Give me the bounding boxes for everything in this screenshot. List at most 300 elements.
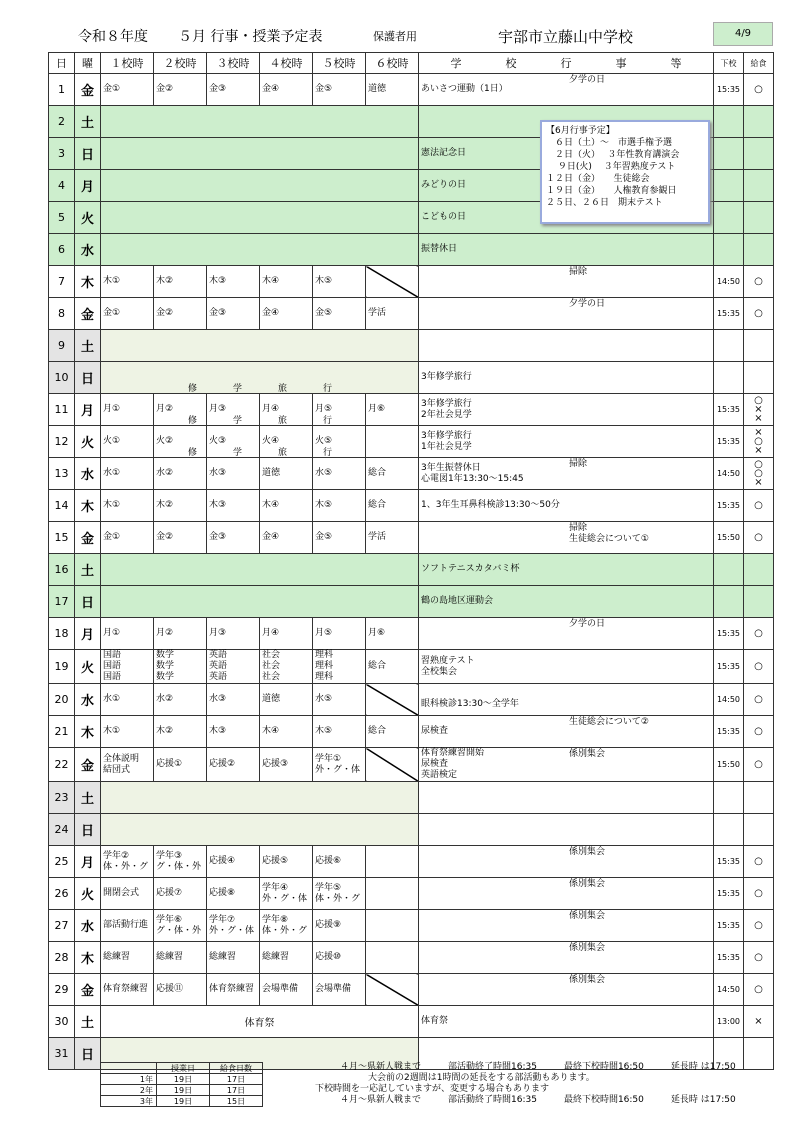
period-text: 金⑤ <box>315 84 333 94</box>
dismissal-time <box>714 782 744 814</box>
period-line: 学年⑥ <box>156 914 183 925</box>
period-text: 月⑥ <box>368 404 386 414</box>
period-text: 月⑤ <box>315 628 333 638</box>
dismissal-time: 15:35 <box>714 650 744 684</box>
event-text: 振替休日 <box>421 244 458 254</box>
day-number: 25 <box>49 846 75 878</box>
period-text: 総練習 <box>209 952 237 962</box>
period-cell <box>366 684 419 716</box>
lunch-mark: ○ <box>754 856 763 867</box>
audience-label: 保護者用 <box>373 30 417 43</box>
period-text: 月① <box>103 404 121 414</box>
events-cell <box>419 586 714 618</box>
events-cell <box>419 618 714 650</box>
period-cell <box>313 618 366 650</box>
day-number: 15 <box>49 522 75 554</box>
period-cell <box>260 942 313 974</box>
period-line: 理科 <box>315 661 334 671</box>
period-line: 体・外・グ <box>262 925 308 936</box>
table-row <box>49 684 774 716</box>
lunch-mark: ○ <box>754 500 763 511</box>
period-cell <box>207 748 260 782</box>
period-cell <box>366 846 419 878</box>
period-text: 木① <box>103 726 121 736</box>
period-text: 開閉会式 <box>103 888 140 898</box>
period-cell <box>260 684 313 716</box>
day-number: 8 <box>49 298 75 330</box>
lunch-mark: ○ <box>754 920 763 931</box>
event-text: あいさつ運動（1日） <box>421 84 508 94</box>
table-row <box>49 974 774 1006</box>
col-dismissal: 下校 <box>714 53 744 74</box>
event-text-secondary: 掃除 <box>569 459 588 469</box>
period-text: 金③ <box>209 308 227 318</box>
weekday: 水 <box>75 458 101 490</box>
period-cell <box>313 458 366 490</box>
period-text: 総合 <box>368 726 387 736</box>
dismissal-time: 14:50 <box>714 458 744 490</box>
lunch-cell <box>744 426 774 458</box>
lunch-cell <box>744 782 774 814</box>
period-cell <box>207 74 260 106</box>
period-text: 水① <box>103 694 121 704</box>
period-cell <box>154 458 207 490</box>
period-text: 月④ <box>262 628 280 638</box>
event-text: 全校集会 <box>421 666 458 677</box>
day-number: 5 <box>49 202 75 234</box>
period-cell <box>101 618 154 650</box>
table-row <box>49 554 774 586</box>
period-line: 学年③ <box>156 850 183 861</box>
weekday: 木 <box>75 942 101 974</box>
day-number: 1 <box>49 74 75 106</box>
day-number: 18 <box>49 618 75 650</box>
day-number: 2 <box>49 106 75 138</box>
lunch-cell <box>744 716 774 748</box>
period-text: 会場準備 <box>315 984 352 994</box>
events-cell <box>419 748 714 782</box>
dismissal-time: 14:50 <box>714 266 744 298</box>
event-text: 3年修学旅行 <box>421 430 472 441</box>
no-class-cell <box>101 170 419 202</box>
period-text: 木② <box>156 500 174 510</box>
period-text: 道徳 <box>262 694 281 704</box>
events-cell <box>419 942 714 974</box>
events-cell <box>419 522 714 554</box>
period-cell <box>366 298 419 330</box>
trip-overline: 修 学 旅 行 <box>187 416 332 426</box>
weekday: 水 <box>75 910 101 942</box>
event-text: 2年社会見学 <box>421 409 472 420</box>
table-row <box>49 942 774 974</box>
dismissal-time: 15:35 <box>714 74 744 106</box>
event-text: 心電図1年13:30～15:45 <box>421 473 524 484</box>
period-text: 金① <box>103 532 121 542</box>
weekday: 金 <box>75 974 101 1006</box>
events-cell <box>419 650 714 684</box>
lunch-cell <box>744 910 774 942</box>
lunch-cell <box>744 974 774 1006</box>
lunch-cell <box>744 74 774 106</box>
next-month-line: ２日（火） ３年性教育講演会 <box>546 150 680 160</box>
weekday: 木 <box>75 490 101 522</box>
period-cell <box>154 942 207 974</box>
no-class-cell <box>101 106 419 138</box>
footer-note: ４月～県新人戦まで 部活動終了時間16:35 最終下校時間16:50 延長時 は17:50 <box>340 1062 736 1072</box>
events-cell <box>419 426 714 458</box>
day-number: 7 <box>49 266 75 298</box>
weekday: 火 <box>75 878 101 910</box>
day-number: 17 <box>49 586 75 618</box>
day-number: 6 <box>49 234 75 266</box>
lunch-cell <box>744 362 774 394</box>
period-text: 火⑤ <box>315 436 333 446</box>
next-month-title: 【6月行事予定】 <box>546 126 615 136</box>
period-line: グ・体・外 <box>156 925 202 936</box>
period-text: 応援⑩ <box>315 952 342 962</box>
events-cell <box>419 974 714 1006</box>
period-cell <box>260 748 313 782</box>
period-text: 木② <box>156 276 174 286</box>
period-cell <box>207 266 260 298</box>
lunch-mark: ○ <box>754 84 763 95</box>
period-text: 金③ <box>209 532 227 542</box>
period-cell <box>313 490 366 522</box>
dismissal-time <box>714 170 744 202</box>
weekday: 金 <box>75 522 101 554</box>
event-text: 3年生振替休日 <box>421 462 481 473</box>
footer-note: 大会前の2週間は1時間の延長をする部活動もあります。 <box>368 1073 595 1083</box>
period-text: 月③ <box>209 404 227 414</box>
period-cell <box>366 942 419 974</box>
period-text: 月⑥ <box>368 628 386 638</box>
lunch-cell <box>744 298 774 330</box>
period-line: 体・外・グ <box>103 861 149 872</box>
weekday: 金 <box>75 74 101 106</box>
period-line: 社会 <box>262 661 281 671</box>
events-cell <box>419 298 714 330</box>
period-text: 火③ <box>209 436 227 446</box>
period-line: 理科 <box>315 672 334 682</box>
period-cell <box>366 458 419 490</box>
summary-cell: 19日 <box>157 1096 210 1107</box>
dismissal-time <box>714 554 744 586</box>
weekday: 土 <box>75 554 101 586</box>
day-number: 9 <box>49 330 75 362</box>
events-cell <box>419 266 714 298</box>
event-text: 英語検定 <box>421 770 458 780</box>
lunch-mark: ○ <box>754 726 763 737</box>
no-class-cell <box>101 202 419 234</box>
table-row <box>49 748 774 782</box>
period-cell <box>207 522 260 554</box>
weekday: 日 <box>75 1038 101 1070</box>
period-text: 体育祭練習 <box>103 984 149 994</box>
weekday: 土 <box>75 1006 101 1038</box>
period-text: 金① <box>103 308 121 318</box>
lunch-cell <box>744 394 774 426</box>
day-number: 21 <box>49 716 75 748</box>
period-line: 英語 <box>209 650 228 660</box>
period-text: 応援⑤ <box>262 856 289 866</box>
event-text-secondary: 係別集会 <box>569 911 606 921</box>
col-period-5: ５校時 <box>313 53 366 74</box>
dismissal-time: 15:35 <box>714 910 744 942</box>
lunch-cell <box>744 684 774 716</box>
dismissal-time: 13:00 <box>714 1006 744 1038</box>
event-text: 1、3年生耳鼻科検診13:30～50分 <box>421 500 560 510</box>
summary-cell: 15日 <box>210 1096 263 1107</box>
summary-cell: 19日 <box>157 1074 210 1085</box>
no-class-cell <box>101 782 419 814</box>
table-row <box>49 234 774 266</box>
period-text: 道徳 <box>368 84 387 94</box>
period-cell <box>207 878 260 910</box>
no-class-cell <box>101 330 419 362</box>
event-text: こどもの日 <box>421 212 467 222</box>
period-text: 総練習 <box>156 952 184 962</box>
summary-head <box>101 1063 157 1074</box>
lunch-mark: ○ <box>754 888 763 899</box>
period-cell <box>313 716 366 748</box>
period-text: 総練習 <box>262 952 290 962</box>
period-text: 水② <box>156 694 174 704</box>
period-cell <box>366 974 419 1006</box>
dismissal-time <box>714 202 744 234</box>
period-cell <box>366 266 419 298</box>
events-cell <box>419 878 714 910</box>
school-name: 宇部市立藤山中学校 <box>498 28 634 46</box>
period-cell <box>313 748 366 782</box>
event-text-secondary: 夕学の日 <box>569 619 606 629</box>
event-text: 3年修学旅行 <box>421 372 472 382</box>
period-text: 水① <box>103 468 121 478</box>
period-text: 道徳 <box>262 468 281 478</box>
period-cell <box>154 716 207 748</box>
period-line: 国語 <box>103 661 122 671</box>
period-text: 金② <box>156 532 174 542</box>
no-class-cell <box>101 814 419 846</box>
period-text: 金⑤ <box>315 308 333 318</box>
period-text: 応援⑨ <box>315 920 342 930</box>
lunch-cell <box>744 814 774 846</box>
dismissal-time: 15:35 <box>714 942 744 974</box>
event-text: 習熟度テスト <box>421 655 475 666</box>
period-cell <box>260 458 313 490</box>
no-class-cell <box>101 554 419 586</box>
period-cell <box>260 974 313 1006</box>
events-cell <box>419 782 714 814</box>
period-text: 木⑤ <box>315 500 333 510</box>
lunch-mark: ○ <box>754 436 763 447</box>
period-cell <box>313 878 366 910</box>
period-cell <box>101 878 154 910</box>
period-cell <box>154 74 207 106</box>
period-cell <box>207 490 260 522</box>
weekday: 木 <box>75 716 101 748</box>
table-row <box>49 846 774 878</box>
dismissal-time <box>714 362 744 394</box>
period-line: 数学 <box>156 661 175 671</box>
col-period-1: １校時 <box>101 53 154 74</box>
period-text: 応援⑧ <box>209 888 236 898</box>
col-period-6: ６校時 <box>366 53 419 74</box>
lunch-mark: × <box>754 1016 763 1027</box>
period-cell <box>313 684 366 716</box>
lunch-mark: ○ <box>754 628 763 639</box>
no-class-cell <box>101 138 419 170</box>
period-text: 総合 <box>368 500 387 510</box>
table-row <box>49 74 774 106</box>
period-cell <box>313 522 366 554</box>
period-cell <box>260 298 313 330</box>
event-text: みどりの日 <box>421 180 467 190</box>
period-cell <box>207 716 260 748</box>
period-cell <box>313 942 366 974</box>
period-line: 学年④ <box>262 882 289 893</box>
lunch-cell <box>744 138 774 170</box>
period-cell <box>154 748 207 782</box>
weekday: 月 <box>75 170 101 202</box>
period-line: 学年⑦ <box>209 914 236 925</box>
lunch-cell <box>744 266 774 298</box>
day-number: 3 <box>49 138 75 170</box>
next-month-line: １９日（金） 人権教育参観日 <box>546 186 677 196</box>
period-cell <box>260 910 313 942</box>
period-text: 木① <box>103 276 121 286</box>
events-cell <box>419 814 714 846</box>
period-cell <box>101 846 154 878</box>
events-cell <box>419 330 714 362</box>
day-number: 28 <box>49 942 75 974</box>
period-line: 外・グ・体 <box>315 764 361 775</box>
period-cell <box>260 716 313 748</box>
table-row <box>49 782 774 814</box>
period-text: 応援⑦ <box>156 888 183 898</box>
lunch-mark: × <box>754 427 763 438</box>
event-text-secondary: 係別集会 <box>569 879 606 889</box>
dismissal-time: 15:35 <box>714 846 744 878</box>
events-cell <box>419 910 714 942</box>
event-text: 眼科検診13:30～全学年 <box>421 699 519 709</box>
lunch-cell <box>744 458 774 490</box>
dismissal-time <box>714 586 744 618</box>
period-cell <box>101 266 154 298</box>
period-text: 水② <box>156 468 174 478</box>
period-line: 学年① <box>315 753 342 764</box>
period-cell <box>101 650 154 684</box>
lunch-mark: ○ <box>754 952 763 963</box>
no-class-cell <box>101 234 419 266</box>
table-row <box>49 878 774 910</box>
dismissal-time: 15:35 <box>714 426 744 458</box>
events-cell <box>419 234 714 266</box>
period-cell <box>366 650 419 684</box>
period-text: 学活 <box>368 308 387 318</box>
lunch-cell <box>744 106 774 138</box>
day-number: 26 <box>49 878 75 910</box>
event-text-secondary: 係別集会 <box>569 943 606 953</box>
event-text-secondary: 夕学の日 <box>569 299 606 309</box>
event-text-secondary: 掃除 <box>569 523 588 533</box>
lunch-cell <box>744 878 774 910</box>
dismissal-time: 15:35 <box>714 298 744 330</box>
period-cell <box>313 266 366 298</box>
period-cell <box>154 910 207 942</box>
period-text: 応援① <box>156 759 183 769</box>
period-text: 部活動行進 <box>103 920 149 930</box>
period-cell <box>313 74 366 106</box>
period-text: 月⑤ <box>315 404 333 414</box>
col-day: 日 <box>49 53 75 74</box>
period-line: 全体説明 <box>103 753 140 764</box>
period-line: 外・グ・体 <box>262 893 308 904</box>
period-text: 学活 <box>368 532 387 542</box>
weekday: 日 <box>75 362 101 394</box>
event-text: 尿検査 <box>421 759 449 769</box>
day-number: 24 <box>49 814 75 846</box>
period-text: 総練習 <box>103 952 131 962</box>
lunch-cell <box>744 522 774 554</box>
period-cell <box>154 298 207 330</box>
lunch-mark: ○ <box>754 468 763 479</box>
period-cell <box>207 846 260 878</box>
event-text-secondary: 係別集会 <box>569 847 606 857</box>
day-number: 20 <box>49 684 75 716</box>
events-cell <box>419 684 714 716</box>
period-text: 木④ <box>262 726 280 736</box>
period-text: 月② <box>156 628 174 638</box>
footer-note: ４月～県新人戦まで 部活動終了時間16:35 最終下校時間16:50 延長時 は17:50 <box>340 1095 736 1105</box>
period-line: 社会 <box>262 650 281 660</box>
period-text: 水③ <box>209 694 227 704</box>
lunch-cell <box>744 554 774 586</box>
events-cell <box>419 554 714 586</box>
period-cell <box>154 522 207 554</box>
table-row <box>49 330 774 362</box>
period-text: 体育祭練習 <box>209 984 255 994</box>
period-line: 数学 <box>156 672 175 682</box>
next-month-line: ９日(火) ３年習熟度テスト <box>546 162 676 172</box>
weekday: 月 <box>75 846 101 878</box>
issue-date-badge: 4/9 <box>713 22 773 46</box>
period-text: 金② <box>156 308 174 318</box>
period-cell <box>366 522 419 554</box>
period-line: 国語 <box>103 650 122 660</box>
period-cell <box>207 942 260 974</box>
summary-head: 給食日数 <box>210 1063 263 1074</box>
days-summary-table <box>100 1062 263 1107</box>
lunch-cell <box>744 1038 774 1070</box>
events-cell <box>419 490 714 522</box>
weekday: 火 <box>75 426 101 458</box>
lunch-mark: ○ <box>754 308 763 319</box>
weekday: 火 <box>75 650 101 684</box>
table-row <box>49 1006 774 1038</box>
table-row <box>49 910 774 942</box>
period-cell <box>313 298 366 330</box>
weekday: 月 <box>75 394 101 426</box>
dismissal-time: 14:50 <box>714 684 744 716</box>
dismissal-time: 15:50 <box>714 748 744 782</box>
col-period-2: ２校時 <box>154 53 207 74</box>
period-text: 木① <box>103 500 121 510</box>
period-text: 木⑤ <box>315 726 333 736</box>
period-cell <box>207 298 260 330</box>
period-cell <box>313 650 366 684</box>
table-row <box>49 618 774 650</box>
period-text: 水③ <box>209 468 227 478</box>
